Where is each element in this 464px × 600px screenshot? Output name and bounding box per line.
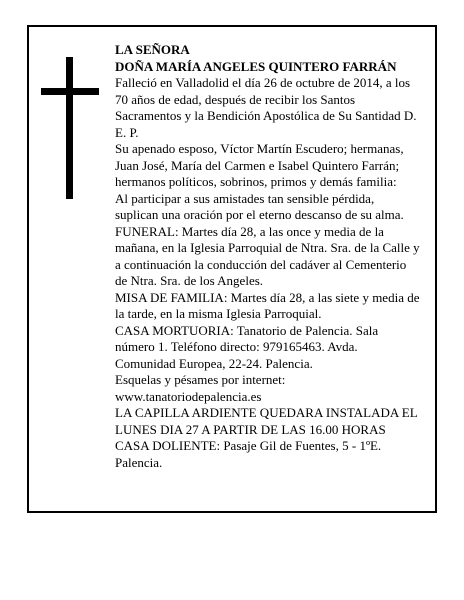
family-mass-info: MISA DE FAMILIA: Martes día 28, a las siete y media de la tarde, en la misma Iglesia Parroquial. (115, 289, 420, 321)
obituary-text (115, 42, 420, 471)
funeral-home-info: CASA MORTUORIA: Tanatorio de Palencia. Sala número 1. Teléfono directo: 979165463. Avda. Comunidad Europea, 22-24. Palencia. (115, 322, 379, 371)
obituary-notice (27, 25, 437, 513)
death-announcement: Falleció en Valladolid el día 26 de octubre de 2014, a los 70 años de edad, después de recibir los Santos Sacramentos y la Bendición Apostólica de Su Santidad D. E. P. (115, 75, 417, 140)
cross-vertical-bar (66, 57, 73, 199)
chapel-info: LA CAPILLA ARDIENTE QUEDARA INSTALADA EL LUNES DIA 27 A PARTIR DE LAS 16.00 HORAS (115, 405, 418, 437)
cross-horizontal-bar (41, 88, 99, 95)
family-list: Su apenado esposo, Víctor Martín Escudero; hermanas, Juan José, María del Carmen e Isabel Quintero Farrán; hermanos políticos, sobrinos, primos y demás familia: (115, 141, 404, 189)
mourning-house-info: CASA DOLIENTE: Pasaje Gil de Fuentes, 5 - 1ºE. Palencia. (115, 438, 382, 470)
latin-cross-icon (41, 57, 99, 199)
funeral-info: FUNERAL: Martes día 28, a las once y media de la mañana, en la Iglesia Parroquial de Ntra. Sra. de la Calle y a continuación la conducción del cadáver al Cementerio de Ntra. Sra. de los Angeles. (115, 223, 420, 288)
heading-title: LA SEÑORA (115, 42, 190, 57)
prayer-request: Al participar a sus amistades tan sensible pérdida, suplican una oración por el eterno descanso de su alma. (115, 190, 404, 222)
online-condolences: Esquelas y pésames por internet: www.tanatoriodepalencia.es (115, 372, 286, 404)
deceased-name: DOÑA MARÍA ANGELES QUINTERO FARRÁN (115, 58, 397, 74)
